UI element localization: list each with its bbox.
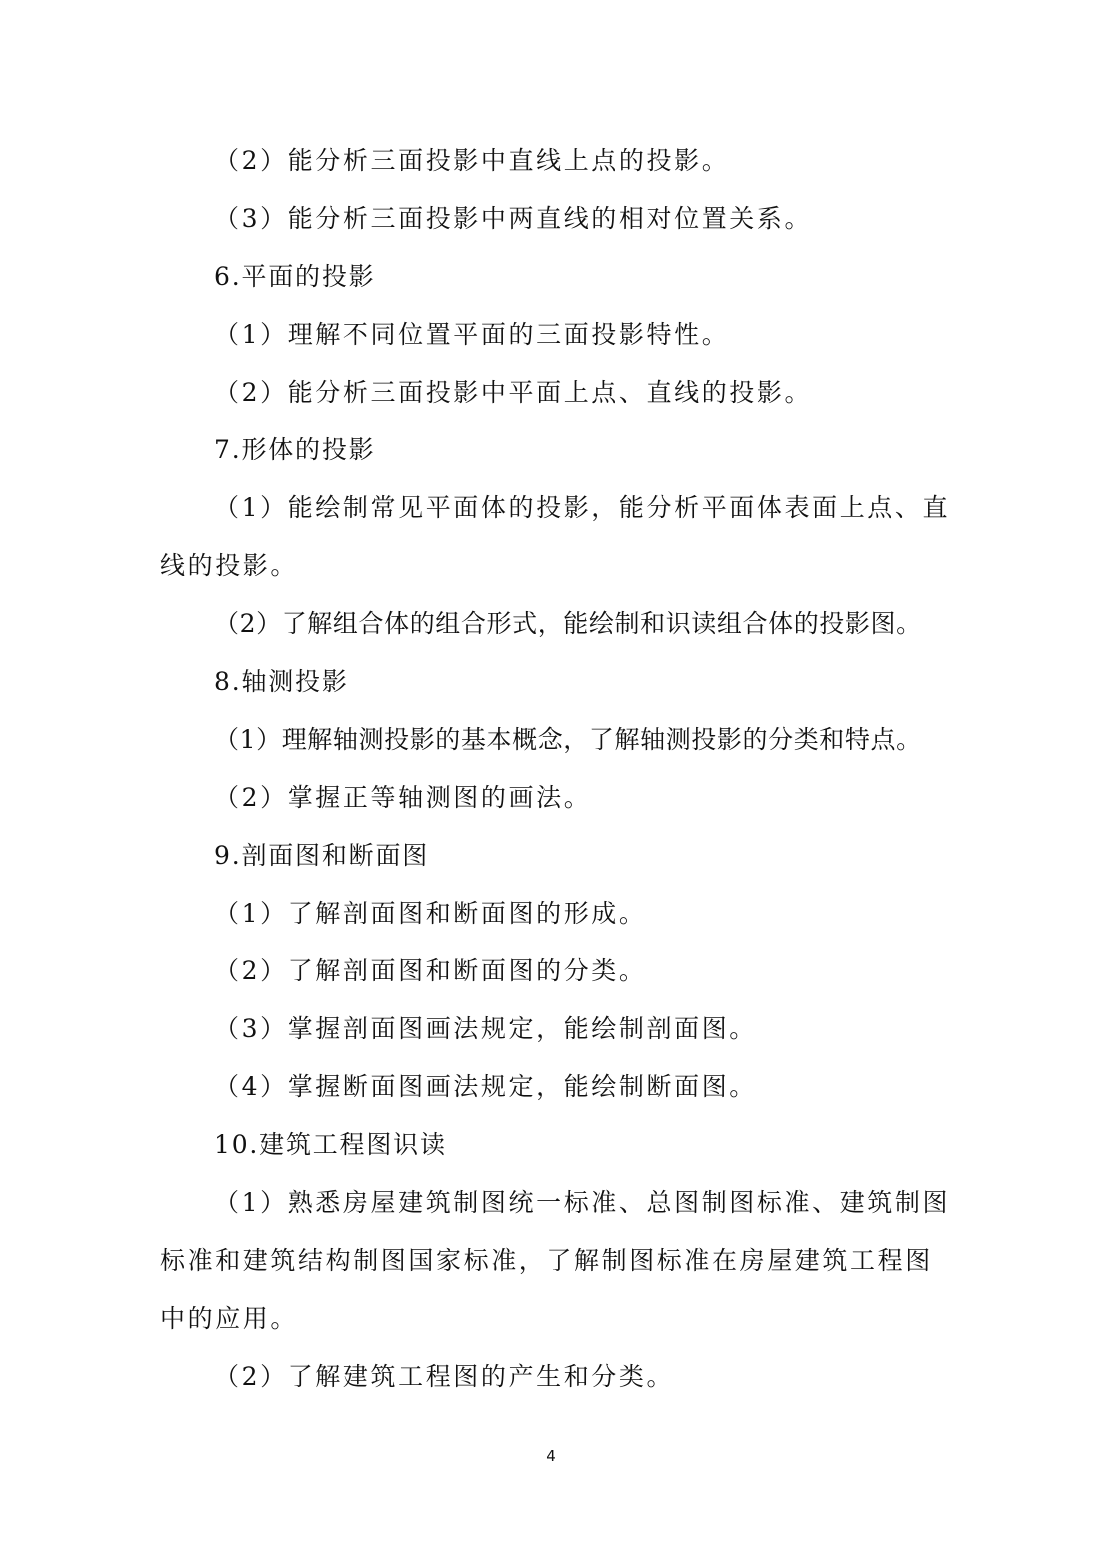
paragraph-line: （3）能分析三面投影中两直线的相对位置关系。 <box>214 203 813 233</box>
section-heading: 10.建筑工程图识读 <box>214 1130 447 1160</box>
paragraph-line: （2）了解建筑工程图的产生和分类。 <box>214 1361 675 1391</box>
paragraph-line: （2）能分析三面投影中直线上点的投影。 <box>214 146 730 175</box>
paragraph-line: （2）了解组合体的组合形式，能绘制和识读组合体的投影图。 <box>214 609 922 639</box>
paragraph-line: （2）了解剖面图和断面图的分类。 <box>214 956 647 986</box>
paragraph-continuation: 标准和建筑结构制图国家标准，了解制图标准在房屋建筑工程图 <box>160 1245 933 1275</box>
paragraph-continuation: 线的投影。 <box>160 551 299 581</box>
paragraph-line: （1）能绘制常见平面体的投影，能分析平面体表面上点、直 <box>214 493 950 523</box>
paragraph-line: （3）掌握剖面图画法规定，能绘制剖面图。 <box>214 1014 757 1044</box>
section-heading: 7.形体的投影 <box>214 435 376 465</box>
paragraph-line: （1）了解剖面图和断面图的形成。 <box>214 898 647 928</box>
page-number: 4 <box>546 1447 556 1465</box>
paragraph-line: （1）熟悉房屋建筑制图统一标准、总图制图标准、建筑制图 <box>214 1188 950 1218</box>
section-heading: 8.轴测投影 <box>214 667 349 697</box>
section-heading: 9.剖面图和断面图 <box>214 840 430 870</box>
section-heading: 6.平面的投影 <box>214 261 376 291</box>
paragraph-line: （4）掌握断面图画法规定，能绘制断面图。 <box>214 1072 757 1102</box>
paragraph-line: （2）能分析三面投影中平面上点、直线的投影。 <box>214 377 813 407</box>
paragraph-line: （1）理解不同位置平面的三面投影特性。 <box>214 319 730 349</box>
document-body <box>160 132 950 1406</box>
paragraph-line: （1）理解轴测投影的基本概念，了解轴测投影的分类和特点。 <box>214 724 922 754</box>
paragraph-line: （2）掌握正等轴测图的画法。 <box>214 782 592 812</box>
paragraph-continuation: 中的应用。 <box>160 1303 299 1333</box>
